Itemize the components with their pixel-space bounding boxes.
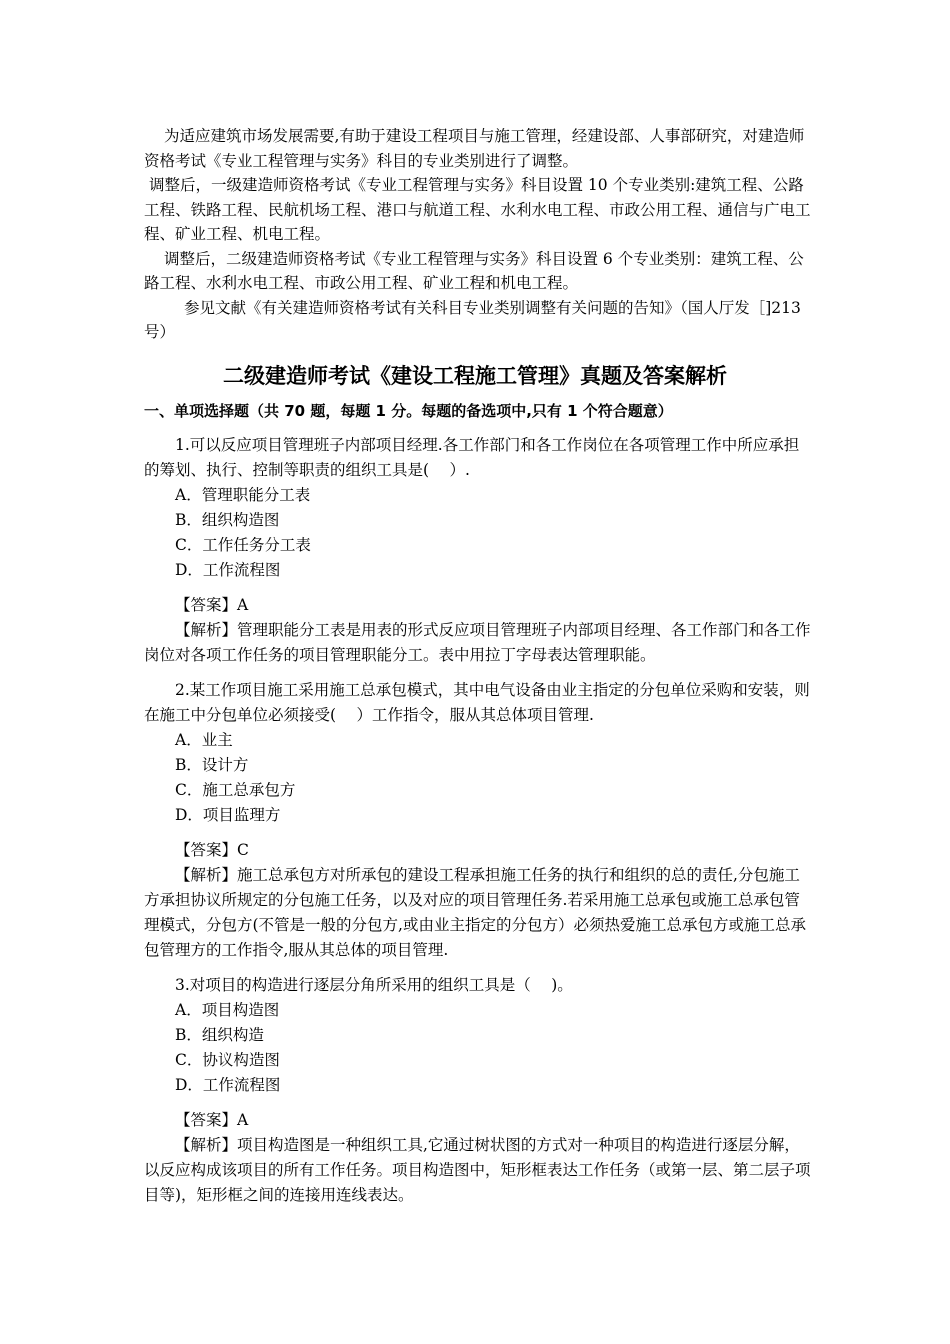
- explanation-paragraph: 【解析】管理职能分工表是用表的形式反应项目管理班子内部项目经理、各工作部门和各工作岗位对各项工作任务的项目管理职能分工。表中用拉丁字母表达管理职能。: [144, 620, 811, 664]
- question-block-3: [144, 973, 814, 1208]
- option-d: D．工作流程图: [175, 1075, 281, 1094]
- question-block-2: [144, 678, 814, 963]
- answer-line: 【答案】C: [175, 840, 249, 859]
- answer-line: 【答案】A: [175, 1110, 249, 1129]
- option-c: C．协议构造图: [175, 1050, 280, 1069]
- document-title: 二级建造师考试《建设工程施工管理》真题及答案解析: [223, 363, 727, 388]
- question-stem: 2.某工作项目施工采用施工总承包模式，其中电气设备由业主指定的分包单位采购和安装，则在施工中分包单位必须接受( ）工作指令，服从其总体项目管理.: [144, 680, 810, 724]
- explanation-paragraph: 【解析】施工总承包方对所承包的建设工程承担施工任务的执行和组织的总的责任,分包施工方承担协议所规定的分包施工任务，以及对应的项目管理任务.若采用施工总承包或施工总承包管理模式，分包方(不管是一般的分包方,或由业主指定的分包方）必须热爱施工总承包方或施工总承包管理方的工作指令,服从其总体的项目管理.: [144, 865, 806, 959]
- section-heading: 一、单项选择题（共 70 题，每题 1 分。每题的备选项中,只有 1 个符合题意）: [144, 401, 673, 420]
- intro-paragraph-3: 调整后，二级建造师资格考试《专业工程管理与实务》科目设置 6 个专业类别：建筑工程、公路工程、水利水电工程、市政公用工程、矿业工程和机电工程。: [144, 249, 804, 292]
- explanation-paragraph: 【解析】项目构造图是一种组织工具,它通过树状图的方式对一种项目的构造进行逐层分解，以反应构成该项目的所有工作任务。项目构造图中，矩形框表达工作任务（或第一层、第二层子项目等)，矩形框之间的连接用连线表达。: [144, 1135, 811, 1204]
- reference-paragraph: 参见文献《有关建造师资格考试有关科目专业类别调整有关问题的告知》（国人厅发［]213 号）: [144, 298, 801, 341]
- option-b: B．设计方: [175, 755, 249, 774]
- option-b: B．组织构造: [175, 1025, 264, 1044]
- question-stem: 3.对项目的构造进行逐层分角所采用的组织工具是（ )。: [175, 975, 573, 994]
- option-a: A．业主: [175, 730, 233, 749]
- intro-paragraph-2: 调整后，一级建造师资格考试《专业工程管理与实务》科目设置 10 个专业类别:建筑工程、公路工程、铁路工程、民航机场工程、港口与航道工程、水利水电工程、市政公用工程、通信与广电工程、矿业工程、机电工程。: [144, 176, 811, 243]
- question-block-1: [144, 433, 814, 668]
- option-c: C．工作任务分工表: [175, 535, 311, 554]
- option-c: C．施工总承包方: [175, 780, 296, 799]
- option-b: B．组织构造图: [175, 510, 280, 529]
- answer-line: 【答案】A: [175, 595, 249, 614]
- intro-paragraph-1: 为适应建筑市场发展需要,有助于建设工程项目与施工管理，经建设部、人事部研究，对建造师资格考试《专业工程管理与实务》科目的专业类别进行了调整。: [144, 127, 805, 170]
- option-d: D．工作流程图: [175, 560, 281, 579]
- option-a: A．管理职能分工表: [175, 485, 311, 504]
- question-stem: 1.可以反应项目管理班子内部项目经理.各工作部门和各工作岗位在各项管理工作中所应承担的筹划、执行、控制等职责的组织工具是( ）.: [144, 435, 800, 479]
- option-a: A．项目构造图: [175, 1000, 280, 1019]
- option-d: D．项目监理方: [175, 805, 281, 824]
- document-content: [144, 124, 814, 1208]
